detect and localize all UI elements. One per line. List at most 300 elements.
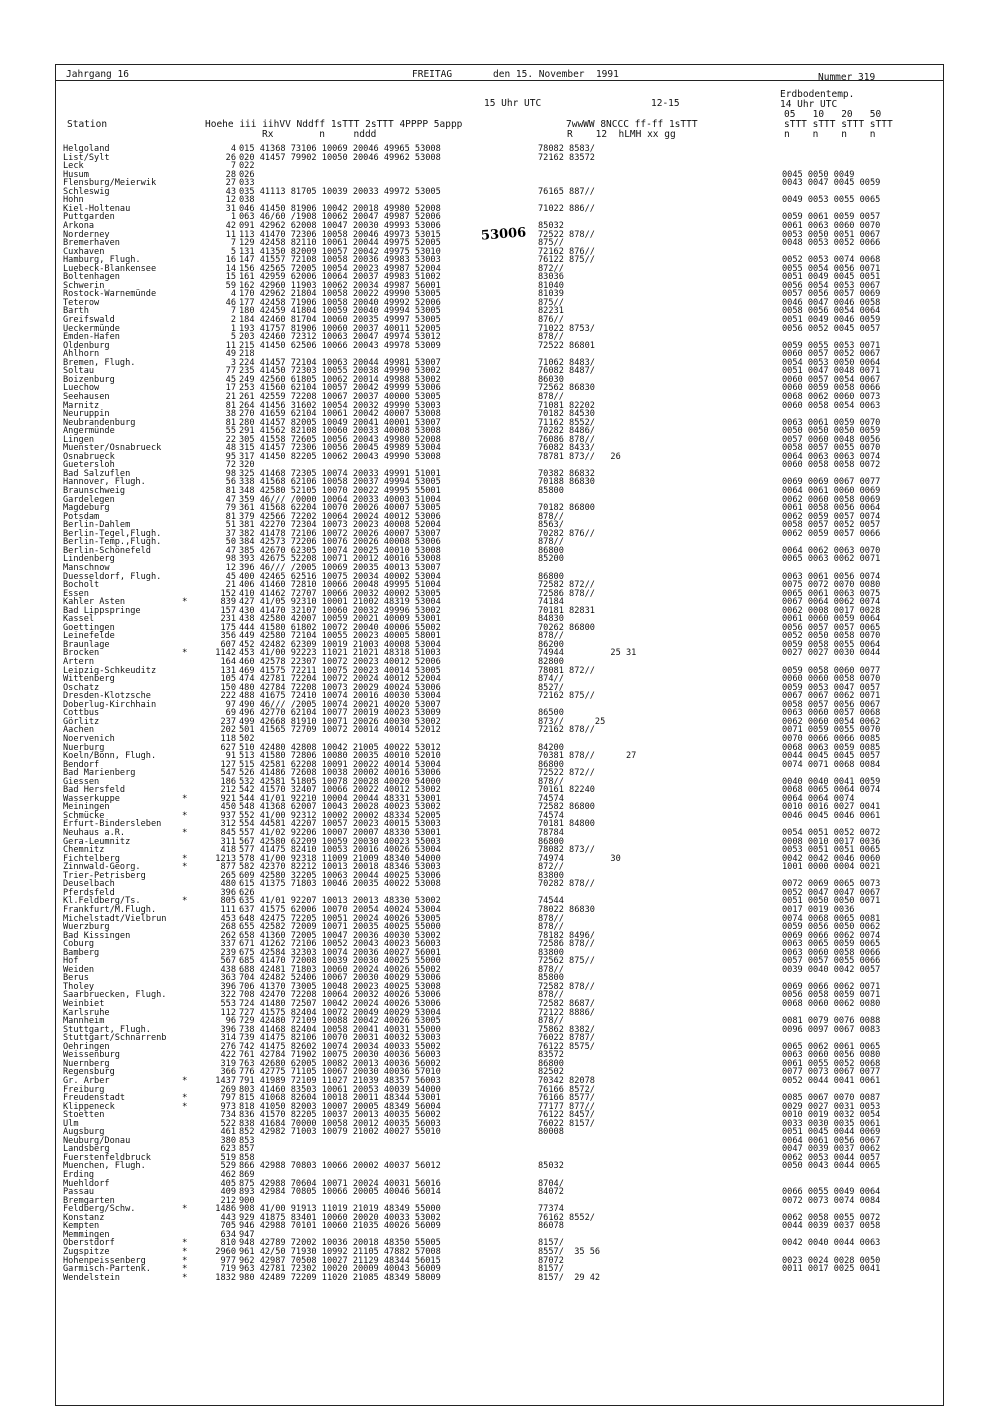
mountain-station-mark: * (182, 1264, 188, 1275)
station-row (0, 196, 1000, 205)
soil-temperatures: 1001 0000 0004 0021 (782, 862, 881, 873)
station-name: Zinnwald-Georg. (63, 862, 141, 873)
soil-temperatures: 0051 0049 0046 0059 (782, 315, 881, 325)
synop-main-group: 385 42670 62305 10074 20025 40010 53008 (239, 545, 441, 556)
soil-temperatures: 0050 0050 0050 0059 (782, 426, 881, 437)
station-height: 21 (225, 391, 236, 402)
synop-second-group: 72162 83572 (538, 152, 595, 163)
station-height: 810 (220, 1238, 236, 1249)
soil-temperatures: 0063 0061 0059 0070 (782, 417, 881, 428)
soil-temperatures: 0029 0027 0031 0053 (782, 1101, 881, 1112)
synop-main-group: 361 41568 62204 10070 20026 40007 53005 (239, 503, 441, 514)
station-height: 422 (220, 1050, 236, 1061)
station-height: 453 (220, 913, 236, 924)
synop-main-group: 460 42578 22307 10072 20023 40012 52006 (239, 657, 441, 667)
synop-second-group: 74184 (538, 597, 564, 608)
station-height: 7 (230, 161, 236, 172)
synop-second-group: 878// (538, 1016, 564, 1027)
synop-main-group: 359 46/// /0000 10064 20033 40003 51004 (239, 494, 441, 505)
soil-temperatures: 0062 0060 0054 0062 (782, 716, 881, 727)
synop-main-group: 704 42482 52406 10067 20030 40029 53006 (239, 973, 441, 984)
soil-temperatures: 0060 0057 0054 0067 (782, 374, 881, 385)
synop-second-group: 87072 (538, 1255, 564, 1266)
soil-temperatures: 0027 0027 0030 0044 (782, 648, 881, 659)
station-name: Guetersloh (63, 460, 115, 471)
synop-main-group: 315 41457 72306 10056 20045 49989 53004 (239, 443, 441, 454)
synop-main-group: 685 41470 72008 10039 20030 40025 55000 (239, 956, 441, 967)
station-height: 363 (220, 973, 236, 984)
station-height: 239 (220, 947, 236, 958)
station-name: Ueckermünde (63, 323, 120, 334)
soil-temperatures: 0069 0069 0067 0077 (782, 477, 881, 488)
station-height: 418 (220, 845, 236, 856)
synop-main-group: 948 42789 72002 10036 20018 48350 55005 (239, 1238, 441, 1249)
synop-second-group: 85032 (538, 1161, 564, 1172)
station-name: Manschnow (63, 562, 110, 573)
synop-second-group: 76082 8433/ (538, 443, 595, 454)
synop-second-group: 71062 8483/ (538, 357, 595, 368)
station-height: 11 (225, 340, 236, 351)
station-height: 337 (220, 939, 236, 950)
station-name: Seehausen (63, 391, 110, 402)
station-name: Wittenberg (63, 674, 115, 685)
synop-second-group: 878// (538, 391, 564, 402)
soil-temperatures: 0068 0063 0059 0085 (782, 742, 881, 753)
synop-second-group: 70161 82240 (538, 785, 595, 796)
synop-second-group: 875// (538, 238, 564, 249)
station-name: List/Sylt (63, 152, 110, 163)
soil-time-header: 14 Uhr UTC (780, 99, 838, 110)
mountain-station-mark: * (182, 1101, 188, 1112)
station-height: 366 (220, 1067, 236, 1078)
soil-temperatures: 0049 0053 0055 0065 (782, 195, 881, 206)
station-height: 47 (225, 545, 236, 556)
station-height: 3 (230, 357, 236, 368)
synop-main-group: 490 46/// /2005 10074 20021 40020 53007 (239, 699, 441, 710)
synop-second-group: 76166 8577/ (538, 1093, 595, 1104)
soil-temperatures: 0057 0057 0055 0066 (782, 956, 881, 967)
station-height: 845 (220, 828, 236, 838)
synop-main-group: 706 41370 73005 10048 20023 40025 53008 (239, 981, 441, 992)
soil-temperatures: 0074 0068 0065 0081 (782, 913, 881, 924)
synop-main-group: 980 42489 72209 11020 21085 48349 58009 (239, 1272, 441, 1283)
soil-temperatures: 0064 0063 0063 0074 (782, 451, 881, 462)
synop-second-group: 70282 878// (538, 879, 595, 890)
station-name: Bocholt (63, 580, 100, 591)
station-height: 311 (220, 836, 236, 847)
synop-second-group: 74544 (538, 896, 564, 907)
synop-main-group: 947 (239, 1229, 255, 1240)
synop-second-group: 74574 (538, 793, 564, 804)
station-name: Stoetten (63, 1110, 105, 1121)
synop-main-group: 046 41450 81906 10042 20018 49980 52008 (239, 203, 441, 214)
station-name: Neubrandenburg (63, 417, 136, 428)
station-name: Bremen, Flugh. (63, 357, 136, 368)
second-code-subheader: R 12 hLMH xx gg (567, 129, 676, 140)
station-height: 98 (225, 468, 236, 479)
station-name: Berlin-Temp.,Flugh. (63, 537, 162, 548)
station-name: Emden-Hafen (63, 332, 120, 343)
synop-second-group: 78781 873// 26 (538, 451, 621, 462)
station-name: Boltenhagen (63, 272, 120, 283)
synop-main-group: 496 42770 62104 10077 20019 40023 53009 (239, 708, 441, 719)
station-name: Mannheim (63, 1016, 105, 1027)
station-height: 1 (230, 323, 236, 334)
station-name: Memmingen (63, 1229, 110, 1240)
station-height: 409 (220, 1187, 236, 1198)
station-height: 396 (220, 887, 236, 898)
station-name: Arkona (63, 220, 95, 231)
soil-temperatures: 0043 0047 0045 0059 (782, 178, 881, 189)
station-name: Lindenberg (63, 554, 115, 565)
mountain-station-mark: * (182, 1075, 188, 1086)
station-name: Meiningen (63, 802, 110, 813)
station-name: Hof (63, 956, 79, 967)
synop-main-group: 444 41580 61802 10072 20040 40006 55002 (239, 622, 441, 633)
synop-main-group: 502 (239, 733, 255, 744)
synop-second-group: 72122 8886/ (538, 1007, 595, 1018)
station-height: 1437 (215, 1075, 236, 1086)
synop-main-group: 776 42775 71105 10067 20030 40036 57010 (239, 1067, 441, 1078)
station-height: 567 (220, 956, 236, 967)
synop-main-group: 026 (239, 169, 255, 180)
station-height: 937 (220, 810, 236, 821)
soil-temperatures: 0061 0060 0059 0064 (782, 614, 881, 625)
synop-main-group: 161 42959 62006 10064 20037 49983 51002 (239, 272, 441, 283)
synop-second-group: 872// (538, 263, 564, 274)
soil-temperatures: 0061 0055 0052 0068 (782, 1058, 881, 1069)
station-name: Muehldorf (63, 1178, 110, 1189)
synop-main-group: 761 42784 71902 10075 20030 40036 56003 (239, 1050, 441, 1061)
synop-second-group: 70342 82078 (538, 1075, 595, 1086)
synop-second-group: 72582 86800 (538, 802, 595, 813)
station-height: 634 (220, 1229, 236, 1240)
station-name: Bremerhaven (63, 238, 120, 249)
station-name: Gera-Leumnitz (63, 836, 131, 847)
station-name: Wendelstein (63, 1272, 120, 1283)
soil-temperatures: 0063 0060 0057 0068 (782, 708, 881, 719)
station-name: Dresden-Klotzsche (63, 691, 151, 702)
soil-temperatures: 0044 0045 0045 0057 (782, 751, 881, 762)
soil-temperatures: 0052 0044 0041 0061 (782, 1075, 881, 1086)
synop-main-group: 544 41/01 92210 10004 20044 48331 53001 (239, 793, 441, 804)
soil-temperatures: 0053 0051 0051 0065 (782, 845, 881, 856)
synop-main-group: 253 41560 62104 10057 20042 49999 53006 (239, 383, 441, 394)
soil-temperatures: 0048 0053 0052 0066 (782, 238, 881, 249)
synop-main-group: 582 42370 82212 10013 20018 48346 53003 (239, 862, 441, 873)
synop-main-group: 671 41262 72106 10052 20043 40023 56003 (239, 939, 441, 950)
station-height: 45 (225, 374, 236, 385)
synop-second-group: 72522 86801 (538, 340, 595, 351)
synop-main-group: 742 41475 82602 10074 20034 40033 55002 (239, 1041, 441, 1052)
station-name: Bremgarten (63, 1195, 115, 1206)
station-name: Goettingen (63, 622, 115, 633)
mountain-station-mark: * (182, 1093, 188, 1104)
soil-temperatures: 0042 0042 0046 0060 (782, 853, 881, 864)
synop-second-group: 72586 878// (538, 588, 595, 599)
synop-second-group: 77177 877// (538, 1101, 595, 1112)
station-height: 157 (220, 605, 236, 616)
soil-temperatures: 0058 0057 0052 0057 (782, 520, 881, 531)
synop-main-group: 469 41575 72211 10075 20023 40014 53005 (239, 665, 441, 676)
synop-main-group: 526 41486 72608 10038 20002 40016 53006 (239, 768, 441, 779)
soil-temperatures: 0059 0053 0047 0057 (782, 682, 881, 693)
station-height: 396 (220, 1024, 236, 1035)
soil-temperatures: 0060 0059 0058 0066 (782, 383, 881, 394)
synop-main-group: 838 41684 70000 10058 20012 40035 56003 (239, 1118, 441, 1129)
synop-second-group: 874// (538, 674, 564, 685)
synop-main-group: 635 41/01 92207 10013 20013 48330 53002 (239, 896, 441, 907)
soil-temperatures: 0056 0058 0059 0071 (782, 990, 881, 1001)
station-height: 276 (220, 1041, 236, 1052)
soil-temperatures: 0044 0039 0037 0058 (782, 1221, 881, 1232)
station-name: Osnabrueck (63, 451, 115, 462)
synop-main-group: 869 (239, 1170, 255, 1180)
synop-main-group: 203 42460 72312 10063 20047 49974 53012 (239, 332, 441, 343)
synop-main-group: 557 41/02 92206 10007 20007 48330 53001 (239, 828, 441, 838)
synop-second-group: 86800 (538, 571, 564, 582)
synop-second-group: 878// (538, 990, 564, 1001)
soil-temperatures: 0067 0064 0062 0074 (782, 597, 881, 608)
synop-second-group: 74974 30 (538, 853, 621, 864)
station-name: Wuerzburg (63, 922, 110, 933)
station-height: 81 (225, 486, 236, 496)
synop-main-group: 280 41457 82005 10049 20041 40001 53007 (239, 417, 441, 428)
synop-main-group: 038 (239, 195, 255, 206)
soil-temperatures: 0063 0061 0056 0074 (782, 571, 881, 582)
station-row (0, 154, 1000, 163)
station-row (0, 1239, 1000, 1248)
synop-main-group: 091 42962 62008 10047 20030 49993 53006 (239, 220, 441, 231)
soil-temperatures: 0051 0049 0045 0051 (782, 272, 881, 283)
synop-second-group: 878// (538, 922, 564, 933)
station-height: 12 (225, 195, 236, 206)
synop-main-group: 147 41557 72108 10058 20036 49983 53003 (239, 255, 441, 266)
soil-temperatures: 0051 0050 0050 0071 (782, 896, 881, 907)
synop-main-group: 113 41470 72306 10058 20046 49973 53015 (239, 229, 441, 240)
synop-main-group: 727 41575 82404 10072 20049 40029 53004 (239, 1007, 441, 1018)
station-height: 45 (225, 571, 236, 582)
station-name: Barth (63, 306, 89, 317)
synop-second-group: 76166 8572/ (538, 1084, 595, 1095)
synop-second-group: 76086 878// (538, 434, 595, 445)
station-name: Garmisch-Partenk. (63, 1264, 151, 1275)
station-height: 529 (220, 1161, 236, 1172)
station-height: 111 (220, 904, 236, 915)
soil-temperatures: 0064 0062 0063 0070 (782, 545, 881, 556)
synop-main-group: 866 42988 70803 10066 20002 40037 56012 (239, 1161, 441, 1172)
synop-second-group: 83036 (538, 272, 564, 283)
synop-second-group: 86800 (538, 836, 564, 847)
jahrgang-label: Jahrgang 16 (66, 69, 129, 80)
station-height: 96 (225, 1016, 236, 1027)
synop-main-group: 567 42580 62209 10059 20030 40023 55003 (239, 836, 441, 847)
synop-main-group: 637 41575 62006 10070 20054 40024 53004 (239, 904, 441, 915)
station-height: 231 (220, 614, 236, 625)
station-name: Schleswig (63, 186, 110, 197)
station-row (0, 649, 1000, 658)
synop-main-group: 929 41875 83401 10060 20020 40033 53002 (239, 1212, 441, 1223)
station-name: Berlin-Dahlem (63, 520, 131, 531)
station-name: Erding (63, 1170, 95, 1180)
synop-second-group: 86800 (538, 545, 564, 556)
synop-main-group: 235 41450 72303 10055 20038 49990 53002 (239, 366, 441, 377)
second-code-header: 7wwWW 8NCCC ff-ff 1sTTT (566, 119, 698, 130)
station-row (0, 239, 1000, 248)
station-height: 42 (225, 220, 236, 231)
soil-temperatures: 0058 0057 0056 0067 (782, 699, 881, 710)
synop-second-group: 70282 876// (538, 528, 595, 539)
soil-temperatures: 0096 0097 0067 0083 (782, 1024, 881, 1035)
station-height: 4 (230, 289, 236, 300)
station-name: Bad Marienberg (63, 768, 136, 779)
station-height: 69 (225, 708, 236, 719)
synop-main-group: 406 41460 72810 10066 20048 49995 51004 (239, 580, 441, 591)
soil-temperatures: 0068 0060 0062 0080 (782, 999, 881, 1009)
station-name: Konstanz (63, 1212, 105, 1223)
station-height: 877 (220, 862, 236, 873)
station-height: 51 (225, 520, 236, 531)
station-row (0, 461, 1000, 470)
soil-temperatures: 0064 0064 0074 (782, 793, 855, 804)
station-name: Weissenburg (63, 1050, 120, 1061)
station-height: 95 (225, 451, 236, 462)
synop-main-group: 815 41068 82604 10018 20011 48344 53001 (239, 1093, 441, 1104)
synop-second-group: 70181 82831 (538, 605, 595, 616)
synop-main-group: 688 42481 71803 10060 20024 40026 55002 (239, 964, 441, 975)
soil-temperatures: 0071 0059 0055 0070 (782, 725, 881, 736)
station-height: 21 (225, 580, 236, 591)
soil-temperatures: 0058 0056 0054 0064 (782, 306, 881, 317)
synop-main-group: 513 41580 72806 10080 20035 40010 52010 (239, 751, 441, 762)
soil-temperatures: 0085 0067 0070 0087 (782, 1093, 881, 1104)
station-name: Gr. Arber (63, 1075, 110, 1086)
synop-main-group: 577 41475 82410 10053 20016 40026 53004 (239, 845, 441, 856)
synop-second-group: 86500 (538, 708, 564, 719)
station-height: 319 (220, 1058, 236, 1069)
station-column-header: Station (67, 119, 108, 130)
synop-main-group: 063 46/60 /1908 10062 20047 49987 52006 (239, 212, 441, 223)
synop-main-group: 177 42458 71906 10058 20040 49992 52006 (239, 297, 441, 308)
synop-main-group: 452 42482 62309 10019 21003 40008 53004 (239, 639, 441, 650)
station-name: Boizenburg (63, 374, 115, 385)
station-height: 461 (220, 1127, 236, 1138)
station-height: 131 (220, 665, 236, 676)
station-name: Giessen (63, 776, 100, 787)
station-name: Husum (63, 169, 89, 180)
synop-second-group: 8557/ 35 56 (538, 1246, 601, 1257)
synop-second-group: 76122 8575/ (538, 1041, 595, 1052)
soil-temperatures: 0069 0066 0062 0074 (782, 930, 881, 941)
station-name: Marnitz (63, 400, 100, 411)
synop-second-group: 72162 875// (538, 691, 595, 702)
station-name: Berlin-Schönefeld (63, 545, 151, 556)
station-height: 91 (225, 751, 236, 762)
synop-second-group: 86800 (538, 759, 564, 770)
synop-second-group: 8157/ (538, 1238, 564, 1249)
soil-temperatures: 0008 0010 0017 0036 (782, 836, 881, 847)
station-height: 15 (225, 272, 236, 283)
station-height: 222 (220, 691, 236, 702)
synop-second-group: 70282 8486/ (538, 426, 595, 437)
synop-main-group: 320 (239, 460, 255, 471)
synop-second-group: 71022 8753/ (538, 323, 595, 334)
station-row (0, 179, 1000, 188)
station-name: Luechow (63, 383, 100, 394)
synop-main-group: 215 41450 62506 10066 20043 49978 53009 (239, 340, 441, 351)
station-name: Wasserkuppe (63, 793, 120, 804)
synop-main-group: 162 42960 11903 10062 20034 49987 56001 (239, 280, 441, 291)
station-height: 72 (225, 460, 236, 471)
synop-second-group: 8157/ 29 42 (538, 1272, 601, 1283)
station-name: Kl.Feldberg/Ts. (63, 896, 141, 907)
mountain-station-mark: * (182, 1255, 188, 1266)
synop-main-group: 264 41456 31602 10054 20032 49990 53003 (239, 400, 441, 411)
synop-second-group: 72562 875// (538, 956, 595, 967)
station-height: 26 (225, 152, 236, 163)
soil-temperatures: 0068 0065 0064 0074 (782, 785, 881, 796)
synop-main-group: 875 42988 70604 10071 20024 40031 56016 (239, 1178, 441, 1189)
station-name: Artern (63, 657, 95, 667)
synop-second-group: 878// (538, 332, 564, 343)
station-height: 1 (230, 212, 236, 223)
station-height: 7 (230, 238, 236, 249)
soil-temperatures: 0062 0059 0057 0074 (782, 511, 881, 522)
synop-main-group: 609 42580 32205 10063 20044 40025 53006 (239, 870, 441, 881)
synop-main-group: 480 42784 72208 10073 20029 40024 53006 (239, 682, 441, 693)
synop-main-group: 552 41/00 92312 10002 20002 48334 52005 (239, 810, 441, 821)
synop-main-group: 393 42675 52208 10071 20012 40016 53008 (239, 554, 441, 565)
station-height: 797 (220, 1093, 236, 1104)
synop-main-group: 626 (239, 887, 255, 898)
synop-main-group: 857 (239, 1144, 255, 1155)
soil-temperatures: 0062 0058 0055 0072 (782, 1212, 881, 1223)
station-height: 2960 (215, 1246, 236, 1257)
soil-temperatures: 0066 0055 0049 0064 (782, 1187, 881, 1198)
soil-temperatures: 0060 0058 0058 0072 (782, 460, 881, 471)
station-height: 1142 (215, 648, 236, 659)
synop-main-group: 379 42566 72202 10064 20024 40012 53006 (239, 511, 441, 522)
synop-main-group: 400 42465 62516 10075 20034 40002 53004 (239, 571, 441, 582)
station-height: 450 (220, 802, 236, 813)
synop-main-group: 900 (239, 1195, 255, 1206)
synop-main-group: 156 42565 72005 10054 20023 49987 52004 (239, 263, 441, 274)
station-height: 105 (220, 674, 236, 685)
station-height: 623 (220, 1144, 236, 1155)
station-height: 973 (220, 1101, 236, 1112)
synop-main-group: 291 41562 82108 10060 20033 40008 53008 (239, 426, 441, 437)
synop-main-group: 853 (239, 1135, 255, 1146)
station-height: 212 (220, 785, 236, 796)
station-height: 522 (220, 1118, 236, 1129)
synop-main-group: 803 41460 83503 10061 20053 40039 54000 (239, 1084, 441, 1095)
soil-temperatures: 0061 0058 0056 0064 (782, 503, 881, 514)
station-name: Soltau (63, 366, 95, 377)
synop-second-group: 78082 873// (538, 845, 595, 856)
station-name: Trier-Petrisberg (63, 870, 146, 881)
soil-temperatures: 0054 0051 0052 0072 (782, 828, 881, 838)
station-height: 11 (225, 229, 236, 240)
synop-second-group: 72522 878// (538, 229, 595, 240)
soil-temperatures: 0070 0066 0066 0085 (782, 733, 881, 744)
synop-main-group: 270 41659 62104 10061 20042 40007 53008 (239, 409, 441, 420)
station-name: Saarbruecken, Flugh. (63, 990, 167, 1001)
station-height: 547 (220, 768, 236, 779)
synop-main-group: 410 41462 72707 10066 20032 40002 53005 (239, 588, 441, 599)
station-row (0, 966, 1000, 975)
synop-main-group: 501 41565 72709 10072 20014 40014 52012 (239, 725, 441, 736)
synop-second-group: 85800 (538, 486, 564, 496)
